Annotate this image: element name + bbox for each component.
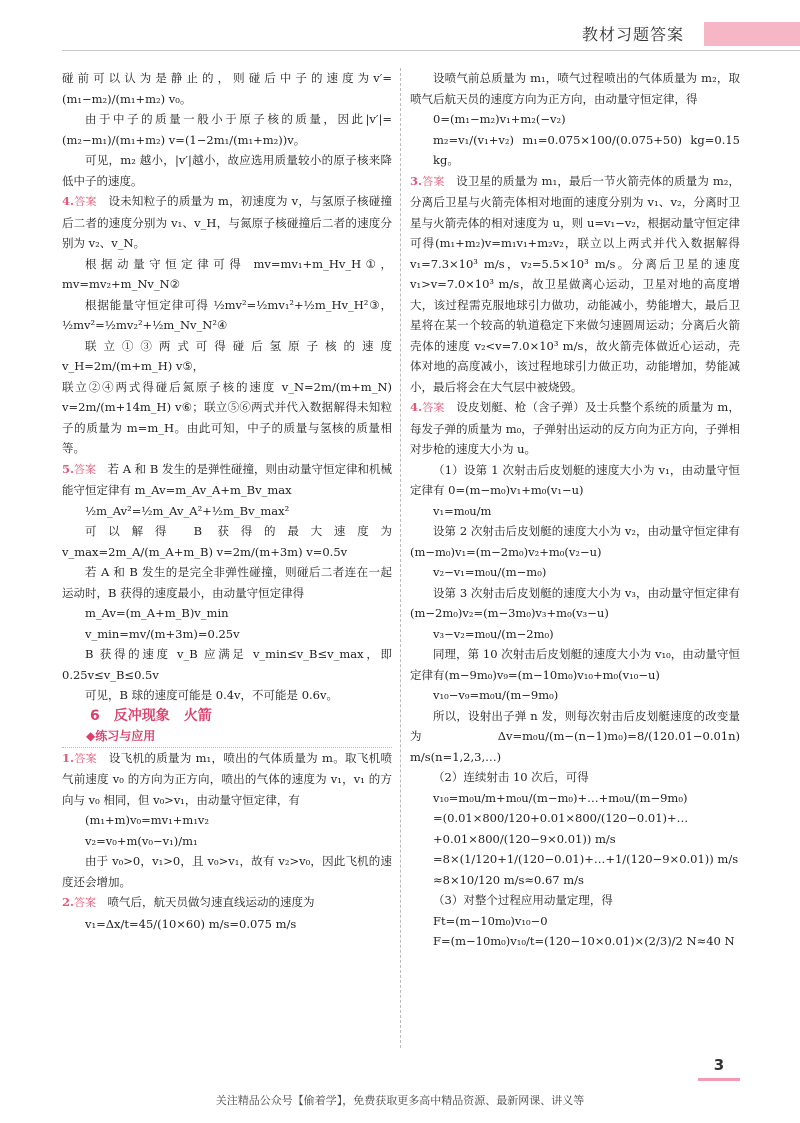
- footer-note: 关注精品公众号【偷着学】，免费获取更多高中精品资源、最新网课、讲义等: [215, 1094, 585, 1107]
- answer-tag: 答案: [74, 896, 97, 909]
- page-header: [0, 0, 800, 62]
- equation: v₂−v₁=m₀u/(m−m₀): [433, 565, 547, 579]
- text-line: 若 A 和 B 发生的是弹性碰撞，则由动量守恒定律和机械能守恒定律有 m_Av=m_Av_A+m_Bv_max: [62, 461, 393, 497]
- text-line: 联立①③两式可得碰后氢原子核的速度 v_H=2m/(m+m_H) v⑤，: [62, 338, 392, 373]
- answer-b3: [410, 171, 740, 398]
- equation: v₁=Δx/t=45/(10×60) m/s=0.075 m/s: [85, 916, 297, 931]
- left-column: [62, 68, 392, 934]
- equation: v₁₀−v₉=m₀u/(m−9m₀): [433, 688, 559, 702]
- equation: =8×(1/120+1/(120−0.01)+…+1/(120−9×0.01)) m/s: [433, 852, 739, 866]
- text-line: 设卫星的质量为 m₁，最后一节火箭壳体的质量为 m₂，分离后卫星与火箭壳体相对地面的速度分别为 v₁、v₂，分离时卫星与火箭壳体的相对速度为 u，则 u=v₁−v₂，根据动量守恒定律可得(m₁+m₂)v=m₁v₁+m₂v₂，联立以上两式并代入数据解得 v₁=7.3×10³ m/s，v₂=5.5×10³ m/s。分离后卫星的速度 v₁>v=7.0×10³ m/s，故卫星做离心运动，卫星对地的高度增大，该过程需克服地球引力做功，动能减小，势能增大，最后卫星将在某一个较高的轨道稳定下来做匀速圆周运动；分离后火箭壳体的速度 v₂<v=7.0×10³ m/s，故火箭壳体做近心运动，壳体对地的高度减小，该过程地球引力做正功，动能增加，势能减小，最后将会在大气层中被烧毁。: [410, 173, 741, 394]
- answer-tag: 答案: [74, 195, 97, 208]
- text-line: 根据能量守恒定律可得 ½mv²=½mv₁²+½m_Hv_H²③，½mv²=½mv₂²+½m_Nv_N²④: [62, 297, 392, 332]
- text-line: （3）对整个过程应用动量定理，得: [433, 893, 613, 907]
- answer-number: 1.: [62, 750, 75, 765]
- answer-b2: [62, 892, 392, 914]
- text-line: 同理，第 10 次射击后皮划艇的速度大小为 v₁₀，由动量守恒定律有(m−9m₀)v₉=(m−10m₀)v₁₀+m₀(v₁₀−u): [410, 647, 740, 682]
- answer-number: 4.: [62, 194, 75, 208]
- section-title: 6 反冲现象 火箭: [90, 707, 212, 724]
- text-line: 设第 2 次射击后皮划艇的速度大小为 v₂，由动量守恒定律有(m−m₀)v₁=(m−2m₀)v₂+m₀(v₂−u): [410, 524, 740, 559]
- equation: v₂=v₀+m(v₀−v₁)/m₁: [85, 833, 198, 848]
- text-line: 碰前可以认为是静止的，则碰后中子的速度为v′=(m₁−m₂)/(m₁+m₂) v₀。: [62, 71, 392, 106]
- text-line: 由于中子的质量一般小于原子核的质量，因此|v′|=(m₂−m₁)/(m₁+m₂) v=(1−2m₁/(m₁+m₂))v。: [62, 112, 392, 147]
- text-line: B 获得的速度 v_B 应满足 v_min≤v_B≤v_max，即 0.25v≤v_B≤0.5v: [62, 647, 392, 682]
- equation: v_min=mv/(m+3m)=0.25v: [85, 626, 240, 641]
- text-line: 根据动量守恒定律可得 mv=mv₁+m_Hv_H①，mv=mv₂+m_Nv_N②: [62, 256, 392, 291]
- subsection-title: ◆练习与应用: [62, 726, 392, 748]
- header-accent-bar: [704, 22, 800, 46]
- text-line: 联立②④两式得碰后氮原子核的速度 v_N=2m/(m+m_N) v=2m/(m+14m_H) v⑥；联立⑤⑥两式并代入数据解得未知粒子的质量为 m=m_H。由此可知，中子的质量与氢核的质量相等。: [62, 379, 392, 455]
- answer-b1: [62, 748, 392, 811]
- right-column: [410, 68, 740, 952]
- header-rule: [62, 50, 800, 51]
- equation: ½m_Av²=½m_Av_A²+½m_Bv_max²: [85, 503, 290, 518]
- text-line: 可见，B 球的速度可能是 0.4v，不可能是 0.6v。: [85, 688, 338, 702]
- equation: (m₁+m)v₀=mv₁+m₁v₂: [85, 813, 210, 827]
- text-line: 可以解得 B 获得的最大速度为 v_max=2m_A/(m_A+m_B) v=2m/(m+3m) v=0.5v: [62, 524, 392, 559]
- text-line: （1）设第 1 次射击后皮划艇的速度大小为 v₁，由动量守恒定律有 0=(m−m₀)v₁+m₀(v₁−u): [410, 462, 740, 497]
- equation: 0=(m₁−m₂)v₁+m₂(−v₂): [433, 112, 566, 126]
- header-title: 教材习题答案: [581, 25, 684, 44]
- text-line: 设喷气前总质量为 m₁，喷气过程喷出的气体质量为 m₂，取喷气后航天员的速度方向为正方向，由动量守恒定律，得: [410, 71, 740, 106]
- answer-tag: 答案: [74, 751, 98, 765]
- equation: m_Av=(m_A+m_B)v_min: [85, 606, 229, 620]
- page-number: 3: [698, 1056, 740, 1081]
- answer-number: 2.: [62, 895, 75, 909]
- equation: v₃−v₂=m₀u/(m−2m₀): [433, 626, 554, 641]
- answer-4: [62, 191, 392, 254]
- equation: v₁=m₀u/m: [433, 503, 492, 518]
- text-line: （2）连续射击 10 次后，可得: [433, 770, 589, 784]
- text-line: 喷气后，航天员做匀速直线运动的速度为: [107, 895, 315, 909]
- equation: =(0.01×800/120+0.01×800/(120−0.01)+…+0.01×800/(120−9×0.01)) m/s: [433, 811, 689, 846]
- text-line: 设皮划艇、枪（含子弹）及士兵整个系统的质量为 m，每发子弹的质量为 m₀，子弹射出运动的反方向为正方向，子弹相对步枪的速度大小为 u。: [410, 400, 741, 456]
- text-line: 设未知粒子的质量为 m，初速度为 v，与氢原子核碰撞后二者的速度分别为 v₁、v_H，与氮原子核碰撞后二者的速度分别为 v₂、v_N。: [62, 194, 392, 250]
- answer-tag: 答案: [422, 174, 445, 188]
- text-line: 可见，m₂ 越小，|v′|越小，故应选用质量较小的原子核来降低中子的速度。: [62, 153, 392, 188]
- answer-tag: 答案: [422, 401, 445, 414]
- answer-number: 5.: [62, 461, 75, 476]
- answer-5: [62, 459, 392, 501]
- answer-tag: 答案: [74, 462, 97, 476]
- column-divider: [400, 68, 401, 1048]
- equation: ≈8×10/120 m/s≈0.67 m/s: [433, 872, 584, 887]
- equation: m₂=v₁/(v₁+v₂) m₁=0.075×100/(0.075+50) kg=0.15 kg。: [433, 132, 740, 167]
- answer-number: 3.: [410, 173, 423, 188]
- text-line: 设第 3 次射击后皮划艇的速度大小为 v₃，由动量守恒定律有(m−2m₀)v₂=(m−3m₀)v₃+m₀(v₃−u): [410, 585, 740, 620]
- equation: Ft=(m−10m₀)v₁₀−0: [433, 913, 548, 928]
- answer-b4: [410, 397, 740, 460]
- answer-number: 4.: [410, 400, 423, 414]
- equation: v₁₀=m₀u/m+m₀u/(m−m₀)+…+m₀u/(m−9m₀): [433, 790, 688, 805]
- equation: F=(m−10m₀)v₁₀/t=(120−10×0.01)×(2/3)/2 N≈40 N: [433, 934, 735, 948]
- text-line: 由于 v₀>0，v₁>0，且 v₀>v₁，故有 v₂>v₀，因此飞机的速度还会增加。: [62, 854, 392, 889]
- text-line: 所以，设射出子弹 n 发，则每次射击后皮划艇速度的改变量为 Δv=m₀u/(m−(n−1)m₀)=8/(120.01−0.01n) m/s(n=1,2,3,…): [410, 708, 740, 764]
- text-line: 设飞机的质量为 m₁，喷出的气体质量为 m。取飞机喷气前速度 v₀ 的方向为正方向，喷出的气体的速度为 v₁，v₁ 的方向与 v₀ 相同，但 v₀>v₁，由动量守恒定律，有: [62, 750, 393, 807]
- text-line: 若 A 和 B 发生的是完全非弹性碰撞，则碰后二者连在一起运动时，B 获得的速度最小，由动量守恒定律得: [62, 565, 392, 600]
